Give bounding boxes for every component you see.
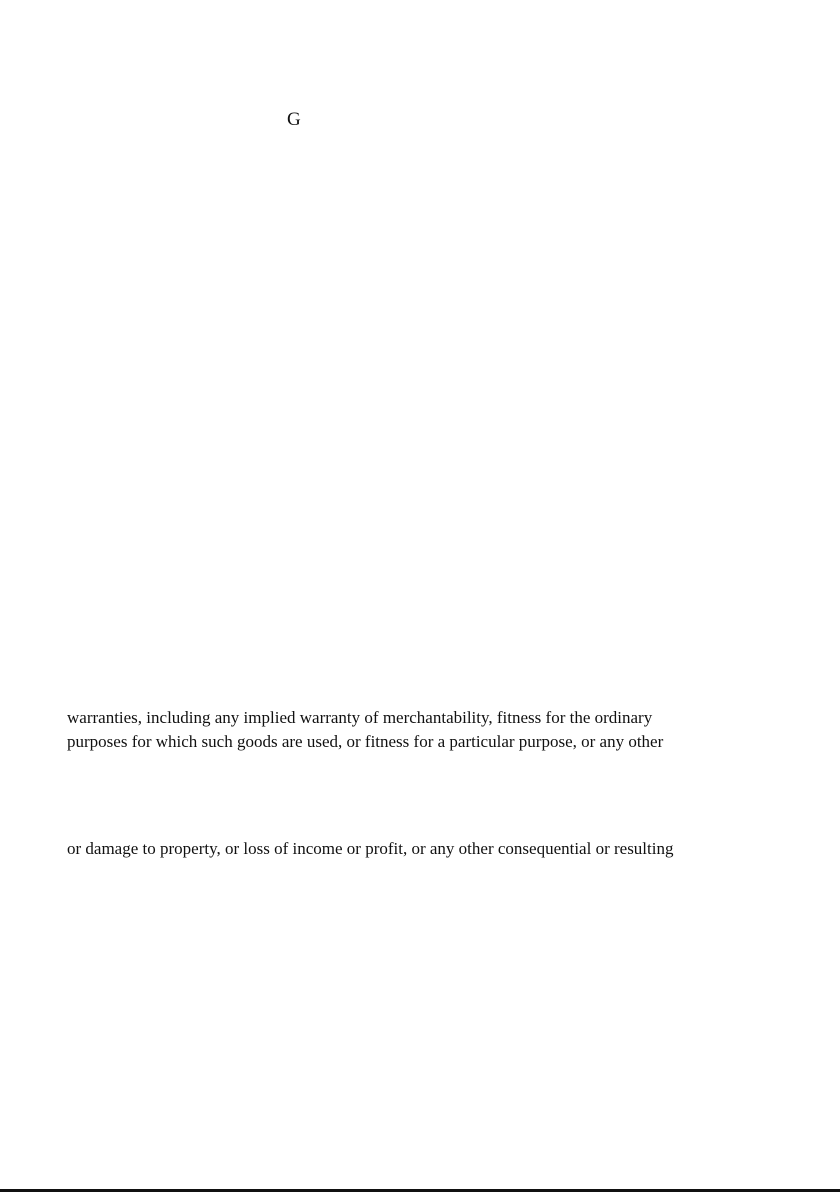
- heading-fragment: G: [287, 109, 301, 130]
- text-line: warranties, including any implied warranty of merchantability, fitness for the ordinary: [67, 708, 653, 727]
- text-line: purposes for which such goods are used, or fitness for a particular purpose, or any other: [67, 732, 664, 751]
- text-line: or damage to property, or loss of income or profit, or any other consequential or resulting: [67, 839, 674, 858]
